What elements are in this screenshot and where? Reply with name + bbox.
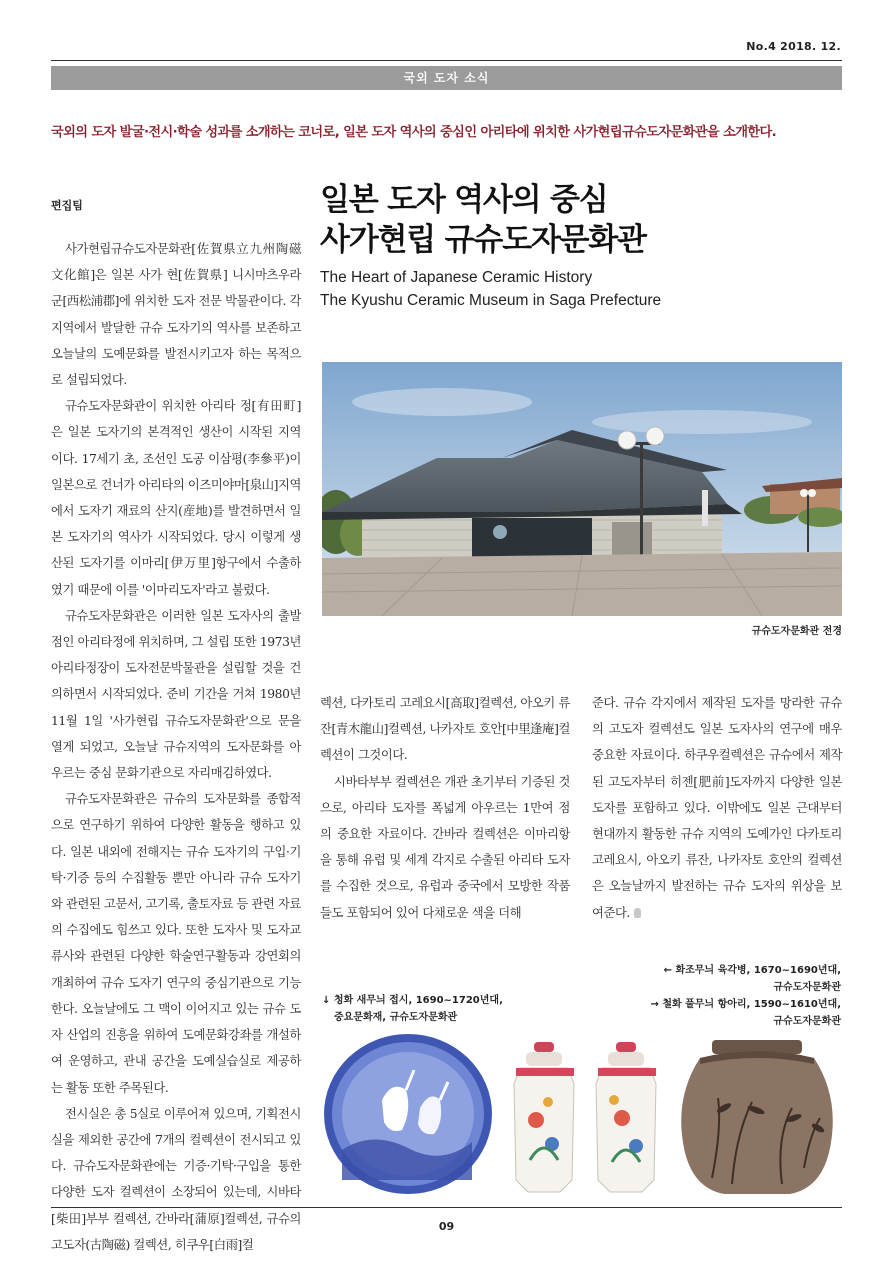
paragraph: 전시실은 총 5실로 이루어져 있으며, 기획전시실을 제외한 공간에 7개의 컬렉션이 전시되고 있다. 규슈도자문화관에는 기증·기탁·구입을 통한 다양한 도자 컬렉션이 소장되어 있는데, 시바타[柴田]부부 컬렉션, 간바라[蒲原]컬렉션, 규슈의 고도자(古陶磁) 컬렉션, 히쿠우[白雨]컬 <box>51 1106 301 1252</box>
caption-line: 규슈도자문화관 <box>773 1016 841 1027</box>
paragraph: 규슈도자문화관이 위치한 아리타 정[有田町]은 일본 도자기의 본격적인 생산이 시작된 지역이다. 17세기 초, 조선인 도공 이삼평(李參平)이 일본으로 건너가 아리타의 이즈미야마[泉山]지역에서 도자기 재료의 산지(産地)를 발견하면서 일본 도자기의 역사가 시작되었다. 당시 이렇게 생산된 도자기를 이마리[伊万里]항구에서 수출하였기 때문에 이를 '이마리도자'라고 불렀다. <box>51 399 301 597</box>
caption-line: ↓ 청화 새무늬 접시, 1690~1720년대, <box>322 995 503 1006</box>
museum-photo <box>322 362 842 616</box>
caption-line: 규슈도자문화관 <box>773 982 841 993</box>
title-line-1: 일본 도자 역사의 중심 <box>320 182 608 218</box>
subtitle-line-2: The Kyushu Ceramic Museum in Saga Prefecture <box>320 292 662 309</box>
intro-lead: 국외의 도자 발굴·전시·학술 성과를 소개하는 코너로, 일본 도자 역사의 중심인 아리타에 위치한 사가현립규슈도자문화관을 소개한다. <box>51 125 777 140</box>
body-column-3 <box>592 690 842 926</box>
blue-plate-image <box>322 1030 494 1196</box>
caption-line: 중요문화재, 규슈도자문화관 <box>334 1012 458 1023</box>
caption-line: ← 화조무늬 육각병, 1670~1690년대, <box>663 965 841 976</box>
footer-rule <box>51 1207 842 1208</box>
page-number: 09 <box>438 1220 455 1233</box>
section-title-bar: 국외 도자 소식 <box>51 66 842 90</box>
english-subtitle <box>320 266 661 312</box>
title-line-2: 사가현립 규슈도자문화관 <box>320 222 646 258</box>
issue-number: No.4 2018. 12. <box>746 40 841 53</box>
iron-painted-jar-image <box>672 1038 842 1196</box>
paragraph-text: 준다. 규슈 각지에서 제작된 도자를 망라한 규슈의 고도자 컬렉션도 일본 도자사의 연구에 매우 중요한 자료이다. 하쿠우컬렉션은 규슈에서 제작된 고도자부터 히젠[肥前]도자까지 다양한 일본 도자를 포함하고 있다. 이밖에도 일본 근대부터 현대까지 활동한 규슈 지역의 도예가인 다카토리 고레요시, 아오키 류잔, 나카자토 호안의 컬렉션은 오늘날까지 발전하는 규슈 도자의 위상을 보여준다. <box>592 696 842 920</box>
paragraph: 렉션, 다카토리 고레요시[高取]컬렉션, 아오키 류잔[青木龍山]컬렉션, 나카자토 호안[中里逢庵]컬렉션이 그것이다. <box>320 696 570 763</box>
end-mark-icon <box>634 908 641 918</box>
photo-caption: 규슈도자문화관 전경 <box>751 626 842 637</box>
paragraph: 시바타부부 컬렉션은 개관 초기부터 기증된 것으로, 아리타 도자를 폭넓게 아우르는 1만여 점의 중요한 자료이다. 간바라 컬렉션은 이마리항을 통해 유럽 및 세계 각지로 수출된 아리타 도자를 수집한 것으로, 유럽과 중국에서 모방한 작품들도 포함되어 있어 다채로운 색을 더해 <box>320 774 570 920</box>
paragraph <box>592 690 842 926</box>
paragraph: 규슈도자문화관은 이러한 일본 도자사의 출발점인 아리타정에 위치하며, 그 설립 또한 1973년 아리타정장이 도자전문박물관을 설립할 것을 건의하면서 시작되었다. 준비 기간을 거쳐 1980년 11월 1일 '사가현립 규슈도자문화관'으로 문을 열게 되었고, 오늘날 규슈지역의 도자문화를 아우르는 중심 문화기관으로 자리매김하였다. <box>51 608 301 781</box>
byline: 편집팀 <box>51 199 83 212</box>
paragraph: 규슈도자문화관은 규슈의 도자문화를 종합적으로 연구하기 위하여 다양한 활동을 행하고 있다. 일본 내외에 전해지는 규슈 도자기의 구입·기탁·기증 등의 수집활동 뿐만 아니라 규슈 도자기와 관련된 고문서, 고기록, 출토자료 등 관련 자료의 수집에도 힘쓰고 있다. 또한 도자사 및 도자교류사와 관련된 다양한 학술연구활동과 강연회의 개최하여 규슈 도자기 연구의 중심기관으로 기능한다. 오늘날에도 그 맥이 이어지고 있는 규슈 도자 산업의 진흥을 위하여 도예문화강좌를 개설하여 운영하고, 관내 공간을 도예실습실로 제공하는 활동 또한 주목된다. <box>51 792 301 1095</box>
article-title <box>320 180 646 260</box>
header-rule <box>51 60 842 61</box>
caption-line: → 철화 풀무늬 항아리, 1590~1610년대, <box>650 999 841 1010</box>
hexagonal-jars-image <box>506 1040 664 1196</box>
paragraph: 사가현립규슈도자문화관[佐賀県立九州陶磁文化館]은 일본 사가 현[佐賀県] 니시마츠우라 군[西松浦郡]에 위치한 도자 전문 박물관이다. 각 지역에서 발달한 규슈 도자기의 역사를 보존하고 오늘날의 도예문화를 발전시키고자 하는 목적으로 설립되었다. <box>51 242 301 388</box>
caption-jars <box>650 962 841 1030</box>
subtitle-line-1: The Heart of Japanese Ceramic History <box>320 269 593 286</box>
body-column-1 <box>51 236 301 1258</box>
caption-plate <box>322 992 503 1026</box>
body-column-2 <box>320 690 570 926</box>
